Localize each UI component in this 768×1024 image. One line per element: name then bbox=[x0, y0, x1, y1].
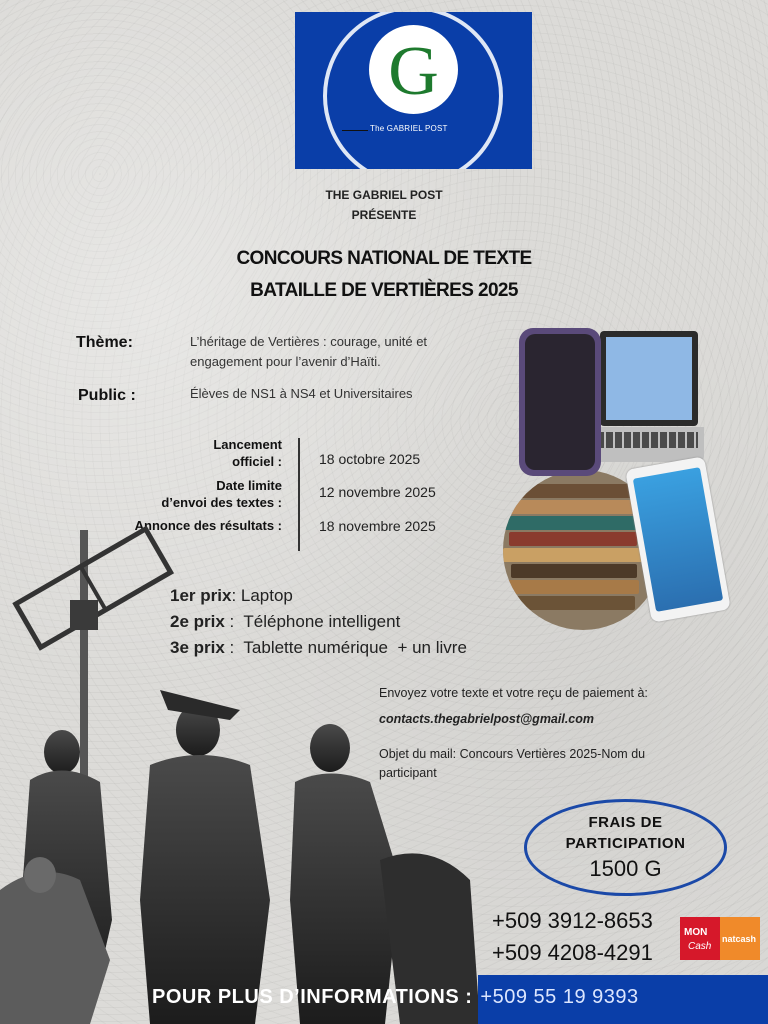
theme-value bbox=[190, 332, 427, 372]
smartphone-icon bbox=[519, 328, 601, 476]
mail-subject-line1: Objet du mail: Concours Vertières 2025-Nom du bbox=[379, 747, 646, 761]
presents-label: PRÉSENTE bbox=[351, 208, 417, 222]
statue-body-2 bbox=[140, 755, 270, 1024]
public-label: Public : bbox=[78, 387, 136, 404]
participation-fee-badge bbox=[524, 799, 727, 896]
moncash-text: MON bbox=[684, 927, 708, 938]
statue-head-3 bbox=[310, 724, 350, 772]
mail-subject-line2: participant bbox=[379, 766, 437, 780]
prize-first-rank: 1er prix bbox=[170, 586, 232, 605]
date-label-results: Annonce des résultats : bbox=[134, 518, 282, 533]
submission-instruction: Envoyez votre texte et votre reçu de paiement à: bbox=[379, 686, 648, 700]
footer-label: POUR PLUS D’INFORMATIONS : bbox=[152, 986, 473, 1008]
public-value: Élèves de NS1 à NS4 et Universitaires bbox=[190, 386, 413, 401]
natcash-text: natcash bbox=[722, 934, 757, 944]
moncash-natcash-logo bbox=[680, 917, 760, 960]
footer-info bbox=[152, 986, 639, 1009]
payment-phone-1[interactable]: +509 3912-8653 bbox=[492, 908, 653, 933]
prize-second-rank: 2e prix bbox=[170, 612, 225, 631]
prize-third-rank: 3e prix bbox=[170, 638, 225, 657]
statue-head-1 bbox=[44, 730, 80, 774]
theme-value-line1: L’héritage de Vertières : courage, unité et bbox=[190, 334, 428, 349]
prize-first-item: Laptop bbox=[236, 586, 293, 605]
date-label-launch bbox=[110, 436, 282, 470]
gabriel-post-logo bbox=[295, 12, 532, 169]
date-label-deadline bbox=[100, 477, 282, 511]
fee-title-line1: FRAIS DE bbox=[588, 814, 663, 831]
date-label-deadline-line1: Date limite bbox=[216, 478, 282, 493]
date-value-deadline: 12 novembre 2025 bbox=[319, 484, 436, 500]
date-label-launch-line2: officiel : bbox=[232, 454, 282, 469]
date-label-deadline-line2: d’envoi des textes : bbox=[161, 495, 282, 510]
theme-value-line2: engagement pour l’avenir d’Haïti. bbox=[190, 354, 381, 369]
contest-title-line2: BATAILLE DE VERTIÈRES 2025 bbox=[250, 280, 518, 301]
prize-second-sep: : bbox=[224, 612, 235, 631]
prize-second-item: Téléphone intelligent bbox=[234, 612, 401, 631]
payment-phone-2[interactable]: +509 4208-4291 bbox=[492, 940, 653, 965]
organizer-name: THE GABRIEL POST bbox=[325, 188, 443, 202]
date-label-launch-line1: Lancement bbox=[213, 437, 282, 452]
prize-first-sep: : bbox=[231, 586, 237, 605]
submission-email[interactable]: contacts.thegabrielpost@gmail.com bbox=[379, 712, 595, 726]
logo-divider bbox=[342, 130, 368, 131]
moncash-text-2: Cash bbox=[688, 941, 712, 952]
logo-disc bbox=[369, 25, 458, 114]
laptop-icon bbox=[600, 331, 698, 426]
theme-label: Thème: bbox=[76, 334, 133, 351]
fee-amount: 1500 G bbox=[589, 856, 662, 881]
date-value-launch: 18 octobre 2025 bbox=[319, 451, 421, 467]
prize-third-sep: : bbox=[224, 638, 235, 657]
mail-subject bbox=[379, 745, 645, 783]
prize-third-item: Tablette numérique + un livre bbox=[234, 638, 467, 657]
logo-letter: G bbox=[388, 32, 439, 110]
logo-name: The GABRIEL POST bbox=[370, 124, 448, 133]
date-value-results: 18 novembre 2025 bbox=[319, 518, 436, 534]
fee-title-line2: PARTICIPATION bbox=[565, 835, 686, 852]
footer-phone[interactable]: +509 55 19 9393 bbox=[480, 986, 639, 1008]
contest-title-line1: CONCOURS NATIONAL DE TEXTE bbox=[236, 248, 532, 269]
